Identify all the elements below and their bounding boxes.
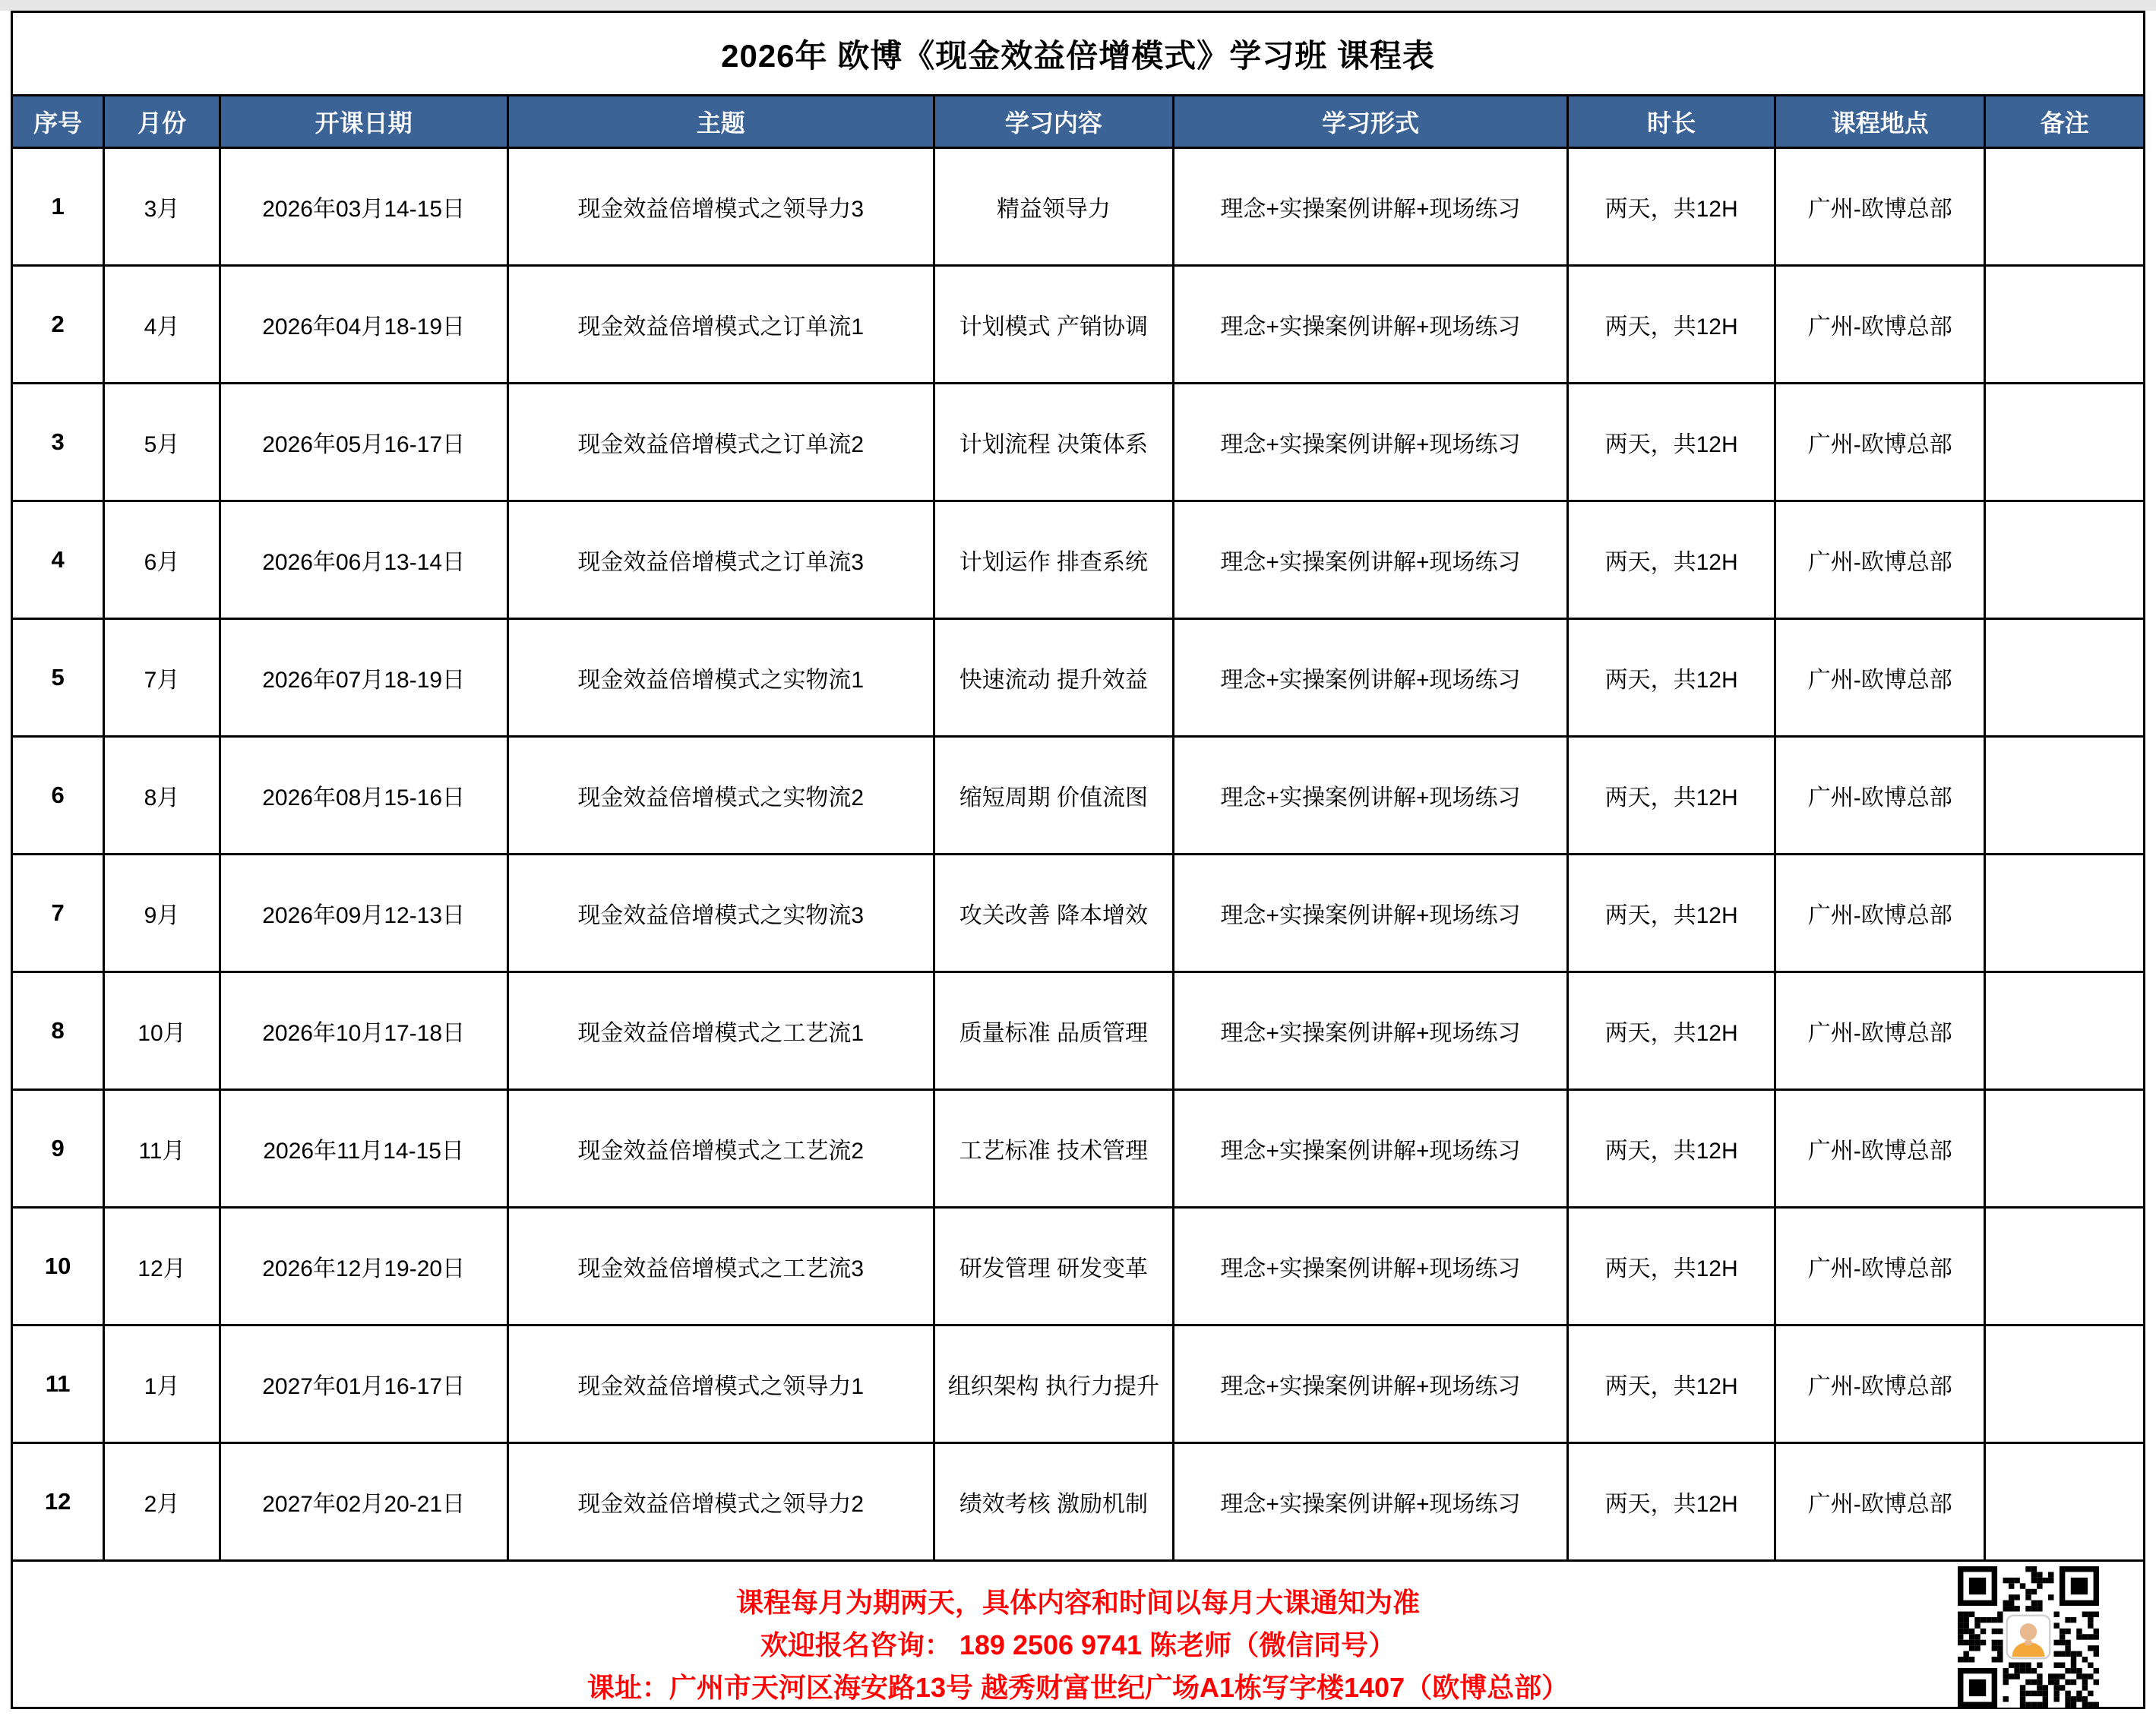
cell-format: 理念+实操案例讲解+现场练习 (1173, 854, 1567, 972)
cell-location: 广州-欧博总部 (1775, 1207, 1985, 1325)
table-row (13, 618, 2143, 736)
column-header-no: 序号 (13, 96, 104, 147)
cell-note (1985, 854, 2143, 972)
table-row (13, 147, 2143, 265)
column-header-content: 学习内容 (934, 96, 1173, 147)
cell-no: 10 (13, 1207, 104, 1325)
cell-format: 理念+实操案例讲解+现场练习 (1173, 618, 1567, 736)
cell-no: 11 (13, 1325, 104, 1442)
column-header-month: 月份 (104, 96, 220, 147)
course-schedule-table (13, 96, 2143, 1562)
cell-duration: 两天，共12H (1568, 265, 1775, 383)
table-row (13, 854, 2143, 972)
cell-note (1985, 1442, 2143, 1560)
cell-format: 理念+实操案例讲解+现场练习 (1173, 383, 1567, 501)
column-header-date: 开课日期 (220, 96, 507, 147)
cell-note (1985, 383, 2143, 501)
cell-topic: 现金效益倍增模式之实物流1 (507, 618, 934, 736)
cell-topic: 现金效益倍增模式之工艺流1 (507, 972, 934, 1089)
cell-duration: 两天，共12H (1568, 147, 1775, 265)
cell-month: 12月 (104, 1207, 220, 1325)
cell-topic: 现金效益倍增模式之领导力1 (507, 1325, 934, 1442)
table-row (13, 736, 2143, 854)
cell-topic: 现金效益倍增模式之订单流3 (507, 501, 934, 618)
cell-content: 缩短周期 价值流图 (934, 736, 1173, 854)
course-schedule-sheet (11, 11, 2145, 1709)
cell-duration: 两天，共12H (1568, 854, 1775, 972)
cell-location: 广州-欧博总部 (1775, 854, 1985, 972)
cell-location: 广州-欧博总部 (1775, 383, 1985, 501)
cell-content: 计划模式 产销协调 (934, 265, 1173, 383)
top-margin-strip (0, 0, 2156, 11)
table-row (13, 501, 2143, 618)
cell-date: 2026年04月18-19日 (220, 265, 507, 383)
cell-no: 4 (13, 501, 104, 618)
cell-topic: 现金效益倍增模式之实物流2 (507, 736, 934, 854)
cell-format: 理念+实操案例讲解+现场练习 (1173, 1325, 1567, 1442)
cell-note (1985, 501, 2143, 618)
table-row (13, 1325, 2143, 1442)
cell-topic: 现金效益倍增模式之领导力2 (507, 1442, 934, 1560)
table-row (13, 972, 2143, 1089)
cell-topic: 现金效益倍增模式之工艺流3 (507, 1207, 934, 1325)
cell-no: 12 (13, 1442, 104, 1560)
cell-format: 理念+实操案例讲解+现场练习 (1173, 1089, 1567, 1207)
table-row (13, 383, 2143, 501)
cell-date: 2026年07月18-19日 (220, 618, 507, 736)
cell-date: 2027年01月16-17日 (220, 1325, 507, 1442)
cell-content: 计划流程 决策体系 (934, 383, 1173, 501)
column-header-location: 课程地点 (1775, 96, 1985, 147)
wechat-qr-code (1958, 1566, 2099, 1708)
qr-center-avatar (2007, 1615, 2050, 1658)
cell-location: 广州-欧博总部 (1775, 265, 1985, 383)
cell-content: 质量标准 品质管理 (934, 972, 1173, 1089)
cell-month: 1月 (104, 1325, 220, 1442)
cell-location: 广州-欧博总部 (1775, 147, 1985, 265)
cell-month: 11月 (104, 1089, 220, 1207)
cell-content: 计划运作 排查系统 (934, 501, 1173, 618)
cell-format: 理念+实操案例讲解+现场练习 (1173, 147, 1567, 265)
cell-date: 2026年05月16-17日 (220, 383, 507, 501)
footer-notes (13, 1562, 2143, 1708)
cell-month: 6月 (104, 501, 220, 618)
cell-content: 工艺标准 技术管理 (934, 1089, 1173, 1207)
cell-content: 快速流动 提升效益 (934, 618, 1173, 736)
cell-no: 6 (13, 736, 104, 854)
cell-duration: 两天，共12H (1568, 736, 1775, 854)
cell-format: 理念+实操案例讲解+现场练习 (1173, 265, 1567, 383)
cell-month: 3月 (104, 147, 220, 265)
cell-duration: 两天，共12H (1568, 383, 1775, 501)
cell-month: 9月 (104, 854, 220, 972)
footer-note-contact: 欢迎报名咨询： 189 2506 9741 陈老师（微信同号） (760, 1629, 1396, 1660)
cell-format: 理念+实操案例讲解+现场练习 (1173, 501, 1567, 618)
footer-note-address: 课址：广州市天河区海安路13号 越秀财富世纪广场A1栋写字楼1407（欧博总部） (586, 1671, 1570, 1703)
cell-format: 理念+实操案例讲解+现场练习 (1173, 972, 1567, 1089)
cell-content: 精益领导力 (934, 147, 1173, 265)
table-row (13, 1089, 2143, 1207)
cell-content: 攻关改善 降本增效 (934, 854, 1173, 972)
cell-topic: 现金效益倍增模式之领导力3 (507, 147, 934, 265)
cell-month: 4月 (104, 265, 220, 383)
cell-topic: 现金效益倍增模式之订单流1 (507, 265, 934, 383)
column-header-duration: 时长 (1568, 96, 1775, 147)
cell-note (1985, 1325, 2143, 1442)
cell-note (1985, 1089, 2143, 1207)
cell-location: 广州-欧博总部 (1775, 972, 1985, 1089)
column-header-note: 备注 (1985, 96, 2143, 147)
cell-duration: 两天，共12H (1568, 618, 1775, 736)
cell-date: 2026年06月13-14日 (220, 501, 507, 618)
cell-no: 3 (13, 383, 104, 501)
cell-month: 7月 (104, 618, 220, 736)
cell-format: 理念+实操案例讲解+现场练习 (1173, 1442, 1567, 1560)
header-row (13, 96, 2143, 147)
cell-date: 2026年10月17-18日 (220, 972, 507, 1089)
cell-format: 理念+实操案例讲解+现场练习 (1173, 1207, 1567, 1325)
cell-date: 2026年09月12-13日 (220, 854, 507, 972)
cell-date: 2027年02月20-21日 (220, 1442, 507, 1560)
cell-date: 2026年12月19-20日 (220, 1207, 507, 1325)
cell-date: 2026年08月15-16日 (220, 736, 507, 854)
cell-content: 组织架构 执行力提升 (934, 1325, 1173, 1442)
cell-duration: 两天，共12H (1568, 1089, 1775, 1207)
cell-topic: 现金效益倍增模式之工艺流2 (507, 1089, 934, 1207)
cell-duration: 两天，共12H (1568, 1442, 1775, 1560)
cell-content: 研发管理 研发变革 (934, 1207, 1173, 1325)
cell-note (1985, 972, 2143, 1089)
cell-no: 9 (13, 1089, 104, 1207)
table-row (13, 265, 2143, 383)
cell-content: 绩效考核 激励机制 (934, 1442, 1173, 1560)
cell-date: 2026年11月14-15日 (220, 1089, 507, 1207)
cell-no: 5 (13, 618, 104, 736)
cell-format: 理念+实操案例讲解+现场练习 (1173, 736, 1567, 854)
column-header-topic: 主题 (507, 96, 934, 147)
column-header-format: 学习形式 (1173, 96, 1567, 147)
cell-note (1985, 736, 2143, 854)
cell-duration: 两天，共12H (1568, 972, 1775, 1089)
cell-location: 广州-欧博总部 (1775, 618, 1985, 736)
cell-duration: 两天，共12H (1568, 1207, 1775, 1325)
cell-month: 8月 (104, 736, 220, 854)
cell-topic: 现金效益倍增模式之订单流2 (507, 383, 934, 501)
cell-location: 广州-欧博总部 (1775, 1442, 1985, 1560)
cell-topic: 现金效益倍增模式之实物流3 (507, 854, 934, 972)
cell-duration: 两天，共12H (1568, 1325, 1775, 1442)
cell-duration: 两天，共12H (1568, 501, 1775, 618)
cell-note (1985, 265, 2143, 383)
cell-location: 广州-欧博总部 (1775, 736, 1985, 854)
cell-month: 5月 (104, 383, 220, 501)
cell-no: 7 (13, 854, 104, 972)
cell-month: 10月 (104, 972, 220, 1089)
cell-location: 广州-欧博总部 (1775, 1089, 1985, 1207)
cell-no: 2 (13, 265, 104, 383)
table-row (13, 1207, 2143, 1325)
cell-no: 1 (13, 147, 104, 265)
footer-note-schedule: 课程每月为期两天，具体内容和时间以每月大课通知为准 (735, 1586, 1420, 1618)
cell-month: 2月 (104, 1442, 220, 1560)
cell-location: 广州-欧博总部 (1775, 1325, 1985, 1442)
cell-note (1985, 1207, 2143, 1325)
cell-location: 广州-欧博总部 (1775, 501, 1985, 618)
cell-no: 8 (13, 972, 104, 1089)
cell-date: 2026年03月14-15日 (220, 147, 507, 265)
page-title: 2026年 欧博《现金效益倍增模式》学习班 课程表 (13, 13, 2143, 96)
cell-note (1985, 618, 2143, 736)
cell-note (1985, 147, 2143, 265)
table-row (13, 1442, 2143, 1560)
